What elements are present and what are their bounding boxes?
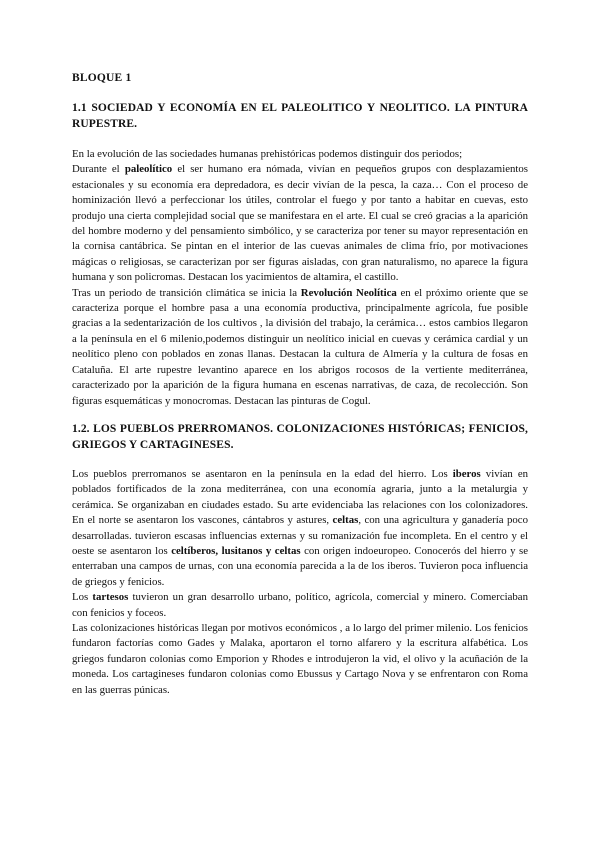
section-2-colonizations-paragraph: Las colonizaciones históricas llegan por motivos económicos , a lo largo del primer milenio. Los fenicios fundaron factorías como Gades y Malaka, aportaron el torno alfarero y la escritura alfabética. Los griegos fundaron colonias como Emporion y Rhodes e introdujeron la vid, el olivo y la acuñación de la moneda. Los cartagineses fundaron colonias como Ebussus y Cartago Nova y se enfrentaron con Roma en las guerras púnicas.	[72, 621, 528, 696]
keyword-celtiberos: celtíberos, lusitanos y celtas	[171, 544, 301, 557]
keyword-paleolitico: paleolítico	[124, 163, 173, 176]
text-run: , con una agricultura y ganadería poco desarrolladas. tuvieron escasas influencias externas y su romanización fue incompleta. En el centro y el oeste se asentaron los	[72, 514, 529, 557]
text-run: vivían en poblados fortificados de la zona mediterránea, con una economía agraria, junto a la metalurgia y cerámica. Se organizaban en ciudades estado. Su arte evidenciaba las relaciones con los colonizadores. En el norte se asentaron los vascones, cántabros y astures,	[72, 467, 529, 527]
block-title: BLOQUE 1	[72, 72, 132, 84]
text-run: Tras un periodo de transición climática se inicia la	[72, 286, 301, 299]
keyword-revolucion-neolitica: Revolución Neolítica	[300, 286, 397, 299]
section-1-neolithic-paragraph	[72, 286, 528, 409]
text-run: tuvieron un gran desarrollo urbano, político, agrícola, comercial y minero. Comerciaban con fenicios y foceos.	[72, 591, 528, 619]
keyword-iberos: iberos	[452, 467, 481, 480]
text-run: Los pueblos prerromanos se asentaron en la península en la edad del hierro. Los	[72, 467, 453, 480]
section-2-prerroman-paragraph	[72, 467, 528, 590]
section-1-intro: En la evolución de las sociedades humanas prehistóricas podemos distinguir dos periodos;	[72, 148, 463, 160]
text-run: el ser humano era nómada, vivían en pequeños grupos con desplazamientos estacionales y su economía era depredadora, es decir vivían de la pesca, la caza… Con el proceso de hominización llevó a perfeccionar los útiles, controlar el fuego y por tanto a habitar en cuevas, esto produjo una cierta complejidad social que se manifestara en el arte. El cual se creó gracias a la aparición del hombre moderno y del pensamiento simbólico, y se caracteriza por tener su mayor representación en la cornisa cantábrica. Se pintan en el interior de las cuevas animales de clima frío, por motivaciones mágicas o religiosas, se caracterizan por ser figuras aisladas, con gran naturalismo, no aparece la figura humana y son policromas. Destacan los yacimientos de altamira, el castillo.	[72, 163, 528, 284]
keyword-tartesos: tartesos	[92, 591, 129, 604]
text-run: Durante el	[72, 163, 125, 176]
text-run: Los	[72, 591, 93, 604]
section-2-heading: 1.2. LOS PUEBLOS PRERROMANOS. COLONIZACIONES HISTÓRICAS; FENICIOS, GRIEGOS Y CARTAGINESES.	[72, 422, 528, 451]
text-run: con origen indoeuropeo. Conocerós del hierro y se enterraban una campos de urnas, con una economía parecida a la de los iberos. Tuvieron poca influencia de griegos y fenicios.	[72, 544, 528, 588]
section-1-paleolithic-paragraph	[72, 162, 528, 285]
text-run: en el próximo oriente que se caracteriza porque el hombre pasa a una economía productiva, principalmente agrícola, fue posible gracias a la sedentarización de los cultivos , la división del trabajo, la cerámica… estos cambios llegaron a la península en el 6 milenio,podemos distinguir un neolítico inicial en cuevas y cerámica cardial y un neolítico pleno con poblados en zonas llanas. Destacan la cultura de Almería y la cultura de fosas en Cataluña. El arte rupestre levantino aparece en los abrigos rocosos de la vertiente mediterránea, caracterizado por la aparición de la figura humana en escenas narrativas, de caza, de recolección. Son figuras esquemáticas y monocromas. Destacan las pinturas de Cogul.	[72, 286, 528, 407]
keyword-celtas: celtas	[332, 514, 359, 527]
section-1-heading: 1.1 SOCIEDAD Y ECONOMÍA EN EL PALEOLITICO Y NEOLITICO. LA PINTURA RUPESTRE.	[72, 102, 528, 130]
section-2-tartesos-paragraph	[72, 590, 528, 621]
